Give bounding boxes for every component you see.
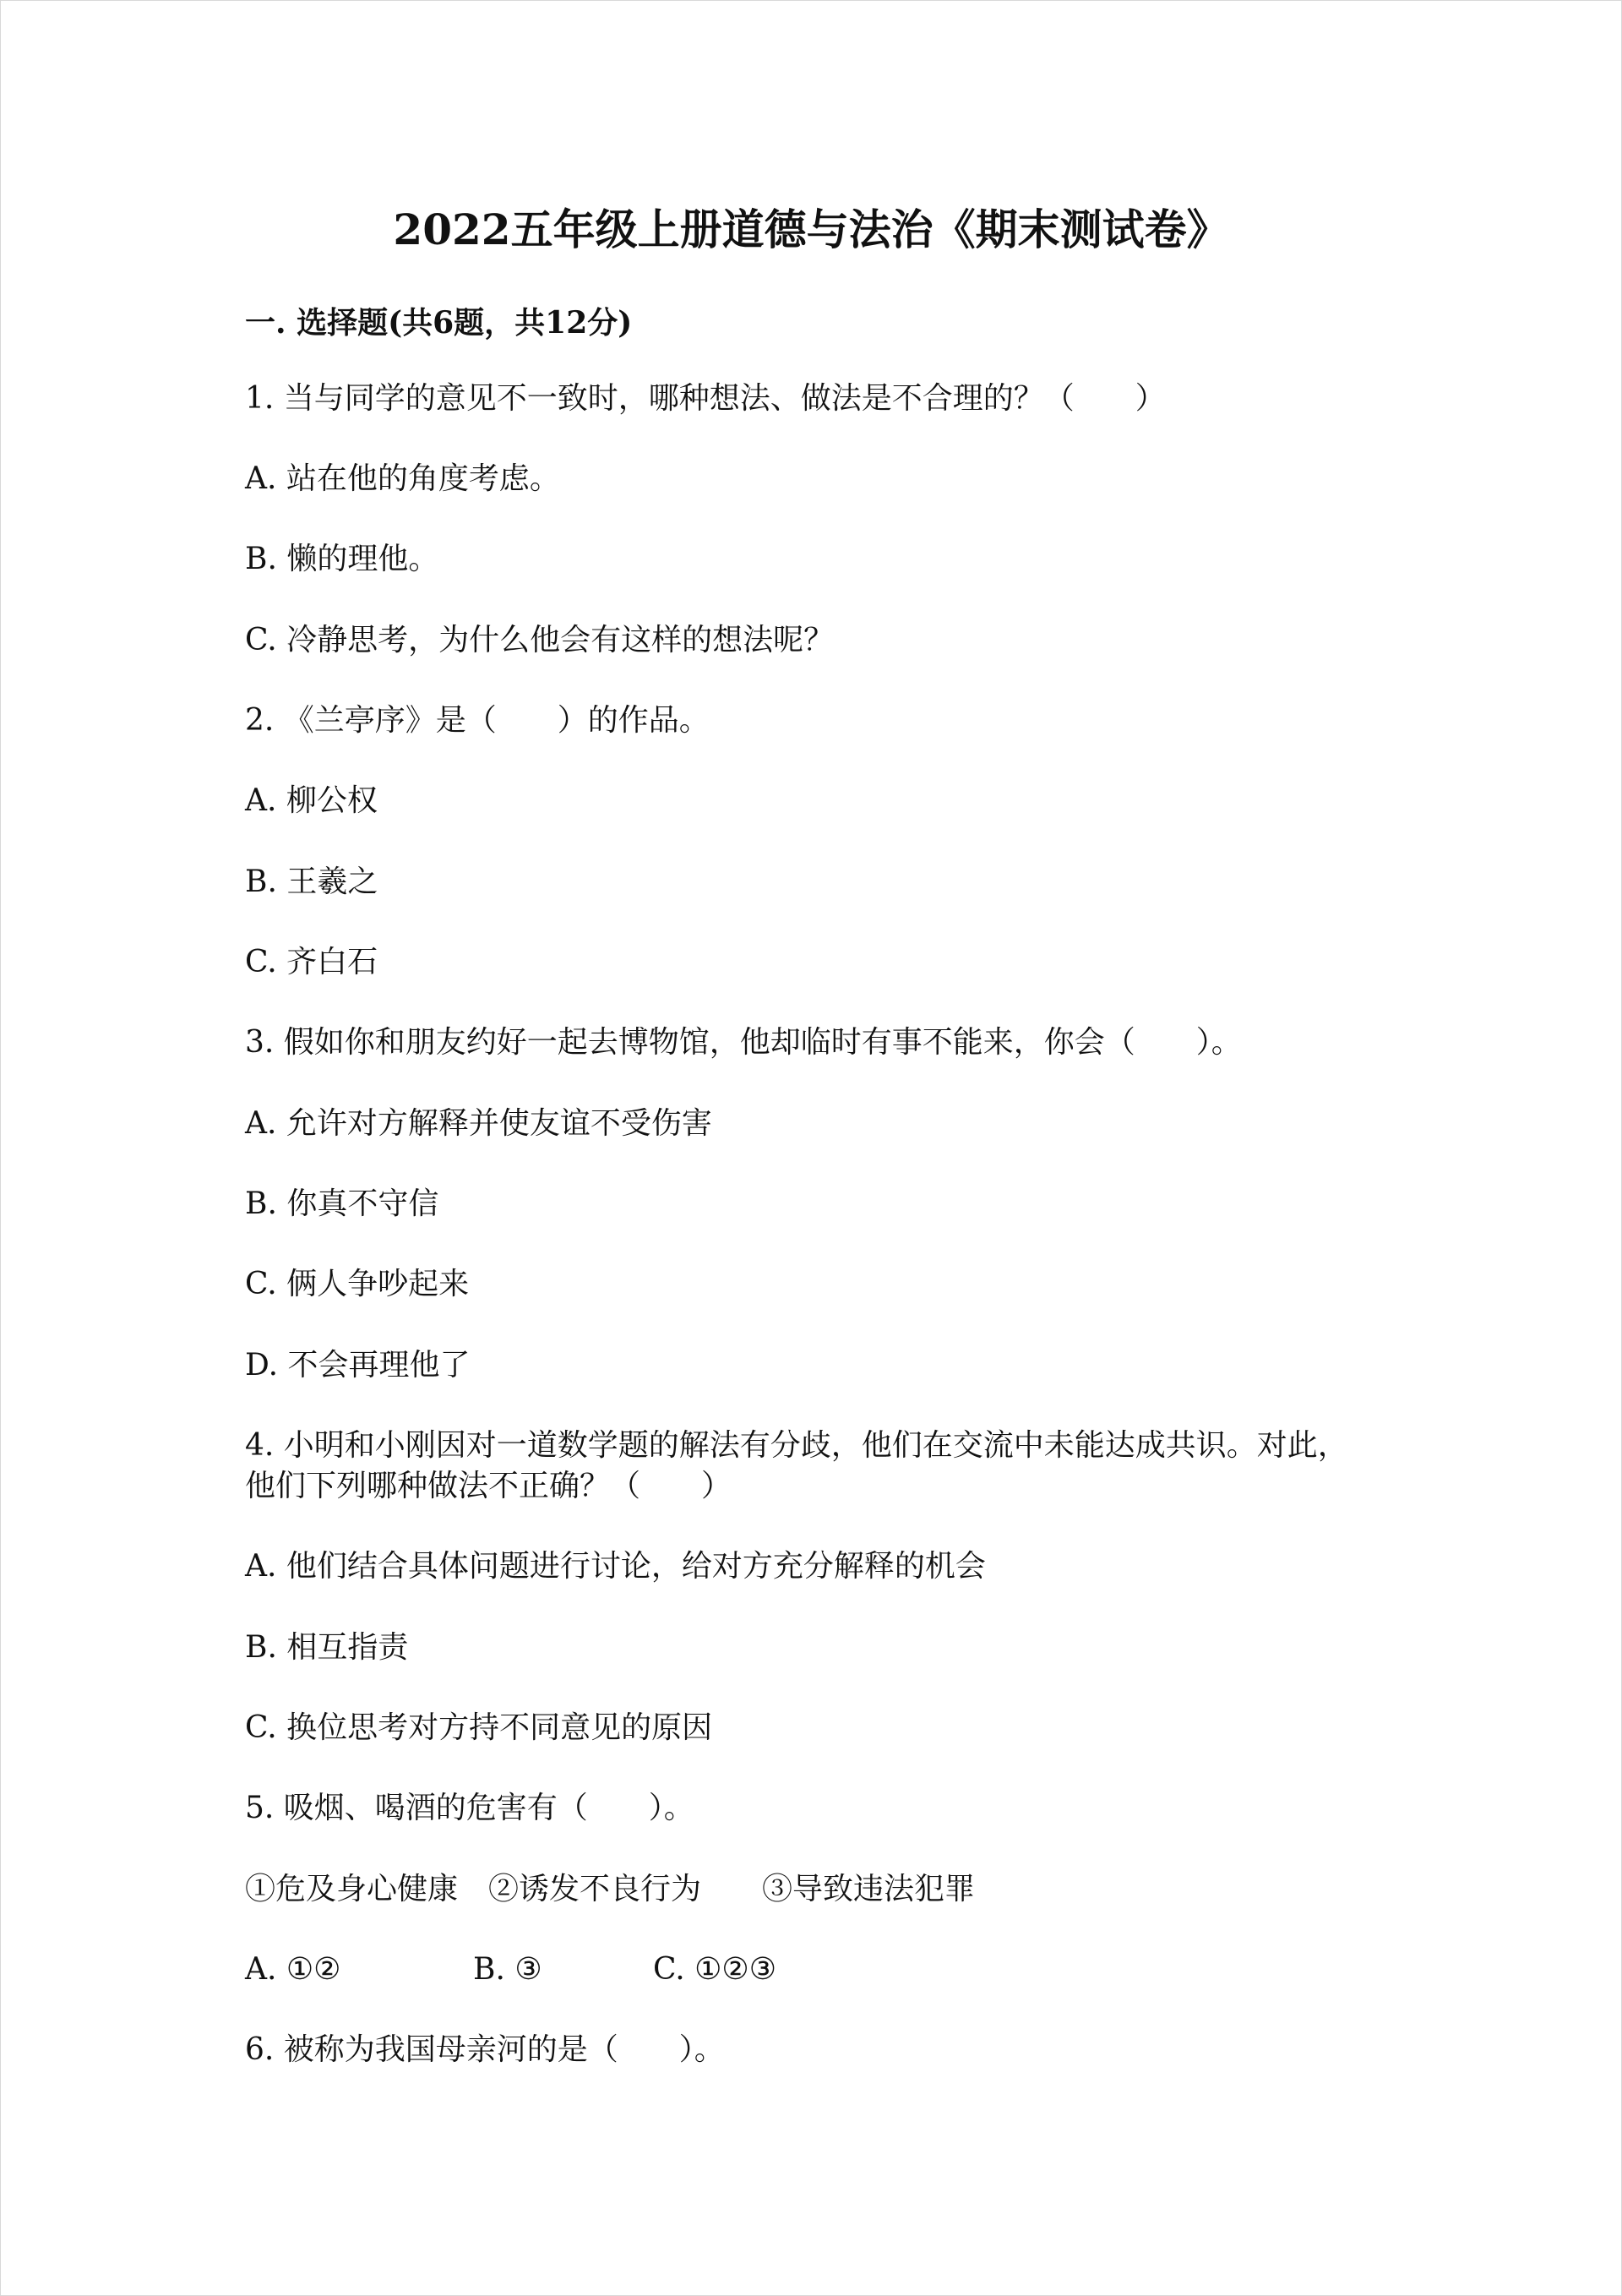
question-3-option-c: C. 俩人争吵起来	[245, 1267, 470, 1301]
question-1-option-a: A. 站在他的角度考虑。	[245, 461, 560, 496]
question-1-stem: 1. 当与同学的意见不一致时，哪种想法、做法是不合理的？（ ）	[245, 381, 1166, 416]
question-2-option-a: A. 柳公权	[245, 783, 378, 818]
question-2-option-c: C. 齐白石	[245, 945, 378, 979]
question-5-options-row	[245, 1950, 1377, 1990]
question-5-stem: 5. 吸烟、喝酒的危害有（ ）。	[245, 1791, 694, 1825]
question-6-stem: 6. 被称为我国母亲河的是（ ）。	[245, 2032, 725, 2067]
question-4-option-a: A. 他们结合具体问题进行讨论，给对方充分解释的机会	[245, 1549, 986, 1584]
question-4-stem: 4. 小明和小刚因对一道数学题的解法有分歧，他们在交流中未能达成共识。对此，他们下列哪种做法不正确？（ ）	[245, 1428, 1348, 1503]
section-heading: 一. 选择题(共6题，共12分)	[245, 305, 633, 341]
question-4-option-c: C. 换位思考对方持不同意见的原因	[245, 1710, 713, 1745]
question-5-option-a: A. ①②	[245, 1952, 341, 1987]
question-5-option-b: B. ③	[473, 1952, 542, 1987]
question-3-stem: 3. 假如你和朋友约好一起去博物馆，他却临时有事不能来，你会（ ）。	[245, 1025, 1242, 1060]
question-1-option-c: C. 冷静思考，为什么他会有这样的想法呢？	[245, 623, 835, 657]
question-3-option-a: A. 允许对方解释并使友谊不受伤害	[245, 1106, 712, 1141]
question-3-option-d: D. 不会再理他了	[245, 1348, 471, 1383]
question-1-option-b: B. 懒的理他。	[245, 542, 439, 576]
question-3-option-b: B. 你真不守信	[245, 1186, 439, 1221]
question-2-option-b: B. 王羲之	[245, 864, 378, 899]
question-5-statements: ①危及身心健康 ②诱发不良行为 ③导致违法犯罪	[245, 1872, 976, 1906]
question-4-option-b: B. 相互指责	[245, 1630, 409, 1665]
question-5-option-c: C. ①②③	[653, 1952, 776, 1987]
document-title: 2022五年级上册道德与法治《期末测试卷》	[393, 205, 1229, 254]
question-2-stem: 2. 《兰亭序》是（ ）的作品。	[245, 703, 710, 738]
